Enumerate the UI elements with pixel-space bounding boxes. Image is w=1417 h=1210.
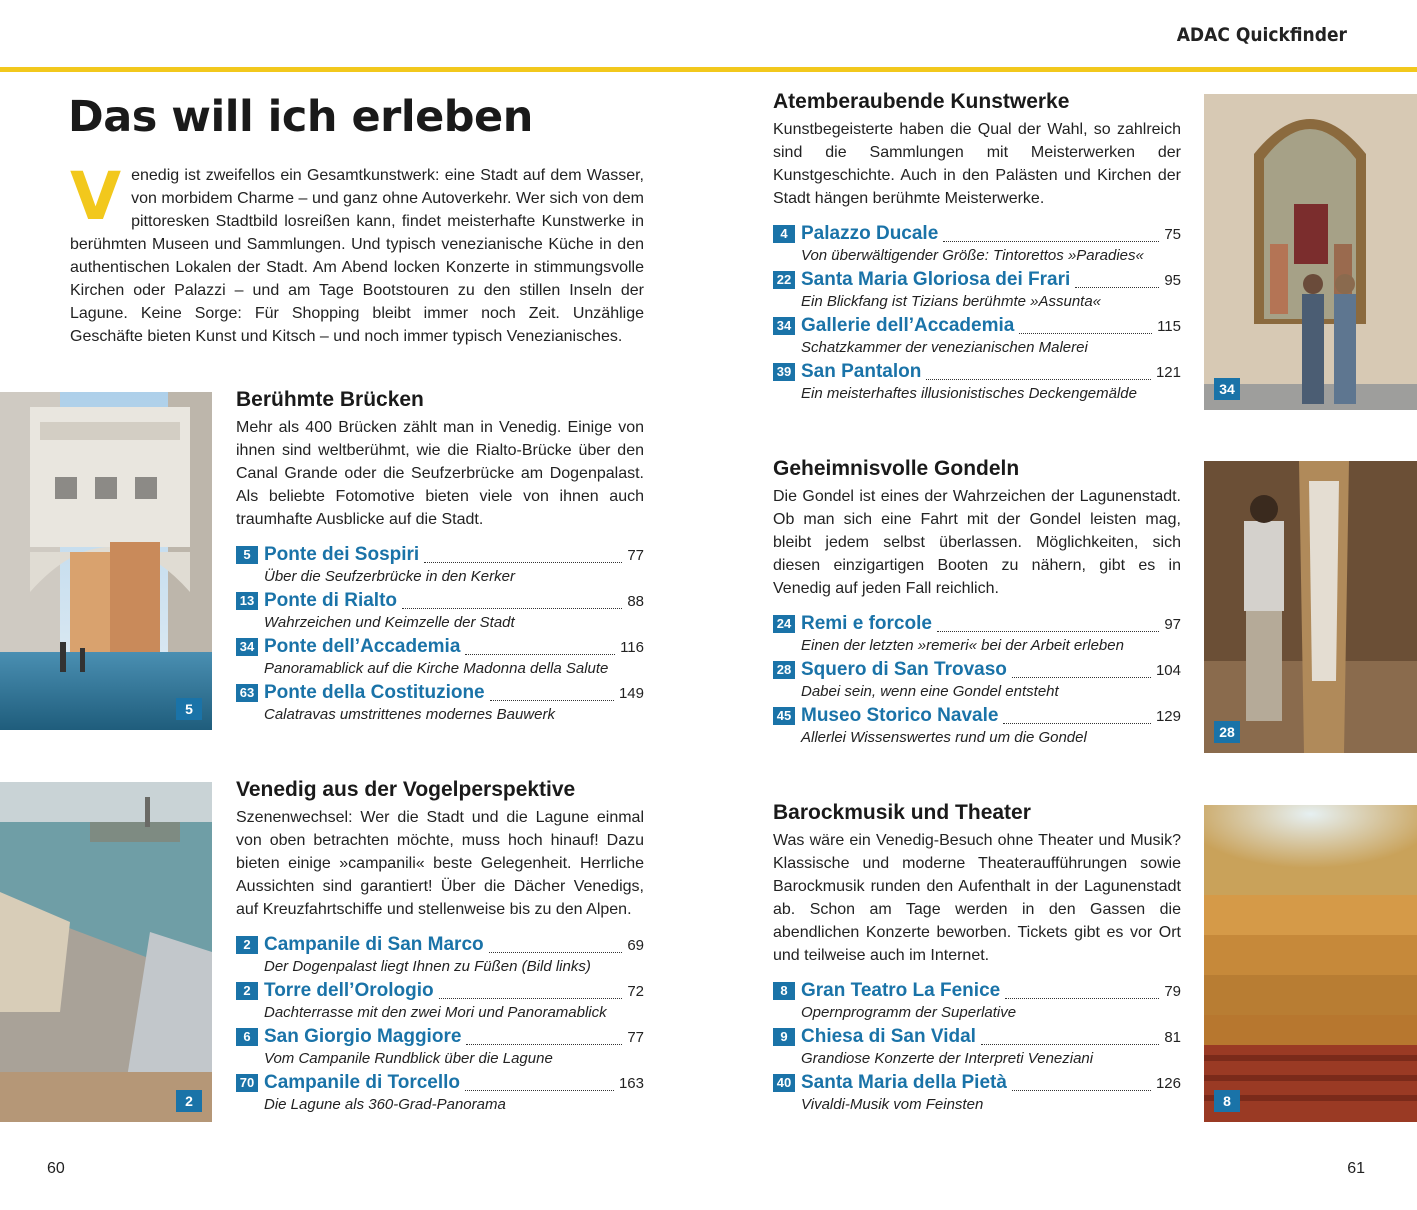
leader-dots [489,938,623,953]
entry-page-number: 79 [1164,982,1181,1000]
section-description: Die Gondel ist eines der Wahrzeichen der Lagunenstadt. Ob man sich eine Fahrt mit der Gondel leisten mag, bleibt jedem selbst überlassen. Möglichkeiten, sich diesen einzigartigen Booten zu nähern, gibt es in Venedig auf jeden Fall reichlich. [773,488,1181,597]
entry-subtitle: Panoramablick auf die Kirche Madonna della Salute [264,660,609,677]
entry-page-number: 149 [618,684,644,702]
entry-number-badge: 34 [773,317,795,335]
entry-number-badge: 45 [773,707,795,725]
entry-number-badge: 5 [236,546,258,564]
entry-number-badge: 34 [236,638,258,656]
list-item[interactable] [773,704,1181,750]
entry-name-link[interactable]: Squero di San Trovaso [801,659,1007,680]
leader-dots [943,227,1159,242]
leader-dots [937,617,1159,632]
page-title: Das will ich erleben [68,92,533,142]
list-item[interactable] [773,658,1181,704]
entry-page-number: 121 [1155,363,1181,381]
section-description: Mehr als 400 Brücken zählt man in Venedig. Einige von ihnen sind weltberühmt, wie die Rialto-Brücke über den Canal Grande oder die Seufzerbrücke am Dogenpalast. Als beliebte Fotomotive bieten viele von ihnen auch traumhafte Ausblicke auf die Stadt. [236,419,644,528]
list-item[interactable] [236,1071,644,1117]
entry-number-badge: 40 [773,1074,795,1092]
header-title: ADAC Quickfinder [1176,24,1347,46]
photo-aerial-view [0,782,212,1122]
photo-badge: 2 [176,1090,202,1112]
section-description: Was wäre ein Venedig-Besuch ohne Theater und Musik? Klassische und moderne Theateraufführungen sowie Barockmusik runden den Aufenthalt in der Lagunenstadt ab. Schon am Tage werden in den Gassen die abendlichen Konzerte beworben. Tickets gibt es vor Ort und teilweise auch im Internet. [773,832,1181,964]
leader-dots [926,365,1151,380]
entry-page-number: 69 [627,936,644,954]
entry-name-link[interactable]: Gallerie dell’Accademia [801,315,1015,336]
section-baroque-music [773,801,1181,1117]
section-description: Szenenwechsel: Wer die Stadt und die Lagune einmal von oben betrachten möchte, muss hoch hinauf! Dazu bieten einige »campanili« beste Gelegenheit. Herrliche Aussichten sind garantiert! Über die Dächer Venedigs, auf Kreuzfahrtschiffe und stellenweise bis zu den Alpen. [236,809,644,918]
leader-dots [465,640,615,655]
leader-dots [466,1030,622,1045]
dropcap: V [70,158,122,235]
entry-list [773,222,1181,406]
entry-page-number: 95 [1164,271,1181,289]
leader-dots [1012,1076,1151,1091]
photo-gallery-painting [1204,94,1417,410]
entry-number-badge: 9 [773,1028,795,1046]
entry-subtitle: Dabei sein, wenn eine Gondel entsteht [801,683,1059,700]
list-item[interactable] [773,268,1181,314]
entry-page-number: 126 [1155,1074,1181,1092]
leader-dots [424,548,622,563]
list-item[interactable] [773,1071,1181,1117]
entry-number-badge: 2 [236,936,258,954]
leader-dots [981,1030,1159,1045]
entry-subtitle: Vivaldi-Musik vom Feinsten [801,1096,984,1113]
leader-dots [1003,709,1151,724]
entry-subtitle: Die Lagune als 360-Grad-Panorama [264,1096,506,1113]
entry-number-badge: 6 [236,1028,258,1046]
intro-text [70,158,644,348]
photo-badge: 8 [1214,1090,1240,1112]
entry-subtitle: Von überwältigender Größe: Tintorettos »Paradies« [801,247,1144,264]
entry-page-number: 163 [618,1074,644,1092]
photo-bridge-of-sighs-image [0,392,212,730]
entry-subtitle: Ein meisterhaftes illusionistisches Deckengemälde [801,385,1137,402]
entry-subtitle: Einen der letzten »remeri« bei der Arbeit erleben [801,637,1124,654]
entry-name-link[interactable]: San Giorgio Maggiore [264,1026,462,1047]
entry-subtitle: Wahrzeichen und Keimzelle der Stadt [264,614,515,631]
entry-name-link[interactable]: Ponte della Costituzione [264,682,485,703]
section-gondolas [773,457,1181,750]
entry-subtitle: Vom Campanile Rundblick über die Lagune [264,1050,553,1067]
entry-page-number: 115 [1157,317,1181,335]
section-birds-eye [236,778,644,1117]
entry-list [236,933,644,1117]
entry-page-number: 97 [1164,615,1181,633]
list-item[interactable] [773,222,1181,268]
entry-name-link[interactable]: Ponte dell’Accademia [264,636,461,657]
entry-name-link[interactable]: Torre dell’Orologio [264,980,434,1001]
entry-name-link[interactable]: Campanile di San Marco [264,934,484,955]
section-title: Barockmusik und Theater [773,801,1031,824]
entry-page-number: 104 [1155,661,1181,679]
entry-name-link[interactable]: Museo Storico Navale [801,705,999,726]
leader-dots [465,1076,614,1091]
entry-subtitle: Ein Blickfang ist Tizians berühmte »Assunta« [801,293,1102,310]
entry-page-number: 81 [1164,1028,1181,1046]
entry-name-link[interactable]: Chiesa di San Vidal [801,1026,976,1047]
photo-aerial-view-image [0,782,212,1122]
section-bridges [236,388,644,727]
entry-name-link[interactable]: Remi e forcole [801,613,932,634]
photo-badge: 5 [176,698,202,720]
leader-dots [1012,663,1151,678]
entry-number-badge: 13 [236,592,258,610]
list-item[interactable] [236,979,644,1025]
entry-name-link[interactable]: Palazzo Ducale [801,223,939,244]
leader-dots [1005,984,1159,999]
entry-number-badge: 4 [773,225,795,243]
entry-list [773,612,1181,750]
entry-list [773,979,1181,1117]
list-item[interactable] [236,933,644,979]
photo-gallery-painting-image [1204,94,1417,410]
entry-name-link[interactable]: Gran Teatro La Fenice [801,980,1001,1001]
entry-number-badge: 63 [236,684,258,702]
entry-name-link[interactable]: Campanile di Torcello [264,1072,461,1093]
entry-name-link[interactable]: Ponte dei Sospiri [264,544,420,565]
entry-subtitle: Dachterrasse mit den zwei Mori und Panoramablick [264,1004,607,1021]
entry-number-badge: 22 [773,271,795,289]
list-item[interactable] [236,681,644,727]
section-title: Atemberaubende Kunstwerke [773,90,1070,113]
entry-subtitle: Calatravas umstrittenes modernes Bauwerk [264,706,555,723]
entry-page-number: 77 [627,1028,644,1046]
entry-page-number: 72 [627,982,644,1000]
section-title: Venedig aus der Vogelperspektive [236,778,576,801]
list-item[interactable] [773,612,1181,658]
leader-dots [402,594,622,609]
section-description: Kunstbegeisterte haben die Qual der Wahl, so zahlreich sind die Sammlungen mit Meisterwerken der Kunstgeschichte. Auch in den Palästen und Kirchen der Stadt hängen berühmte Meisterwerke. [773,121,1181,207]
entry-number-badge: 28 [773,661,795,679]
list-item[interactable] [236,635,644,681]
entry-subtitle: Opernprogramm der Superlative [801,1004,1017,1021]
page-number-left: 60 [47,1160,65,1177]
entry-page-number: 129 [1155,707,1181,725]
entry-page-number: 77 [627,546,644,564]
list-item[interactable] [236,589,644,635]
entry-page-number: 75 [1164,225,1181,243]
entry-number-badge: 24 [773,615,795,633]
entry-number-badge: 8 [773,982,795,1000]
entry-subtitle: Schatzkammer der venezianischen Malerei [801,339,1088,356]
photo-badge: 28 [1214,721,1240,743]
entry-name-link[interactable]: Ponte di Rialto [264,590,397,611]
entry-number-badge: 2 [236,982,258,1000]
leader-dots [439,984,623,999]
list-item[interactable] [773,360,1181,406]
entry-name-link[interactable]: San Pantalon [801,361,922,382]
list-item[interactable] [236,543,644,589]
entry-page-number: 116 [620,638,644,656]
entry-subtitle: Über die Seufzerbrücke in den Kerker [264,568,515,585]
photo-gondola-workshop-image [1204,461,1417,753]
photo-gondola-workshop [1204,461,1417,753]
photo-badge: 34 [1214,378,1240,400]
photo-la-fenice-image [1204,805,1417,1122]
header-rule [0,67,1417,72]
photo-la-fenice [1204,805,1417,1122]
photo-bridge-of-sighs [0,392,212,730]
intro-body: enedig ist zweifellos ein Gesamtkunstwerk: eine Stadt auf dem Wasser, von morbidem Charme – und ganz ohne Autoverkehr. Wer sich von dem pittoresken Stadtbild losreißen kann, findet meisterhafte Kunstwerke in berühmten Museen und Sammlungen. Und typisch venezianische Küche in den authentischen Lokalen der Stadt. Am Abend locken Konzerte in stimmungsvolle Kirchen oder Palazzi – und am Tage Bootstouren zu den stillen Inseln der Lagune. Keine Sorge: Für Shopping bleibt immer noch Zeit. Unzählige Geschäfte bieten Kunst und Kitsch – und noch immer typisch Venezianisches. [70,167,644,345]
entry-number-badge: 39 [773,363,795,381]
entry-name-link[interactable]: Santa Maria Gloriosa dei Frari [801,269,1071,290]
section-title: Berühmte Brücken [236,388,424,411]
entry-number-badge: 70 [236,1074,258,1092]
list-item[interactable] [773,979,1181,1025]
leader-dots [1075,273,1159,288]
entry-name-link[interactable]: Santa Maria della Pietà [801,1072,1007,1093]
entry-list [236,543,644,727]
entry-subtitle: Der Dogenpalast liegt Ihnen zu Füßen (Bild links) [264,958,591,975]
entry-subtitle: Allerlei Wissenswertes rund um die Gondel [801,729,1087,746]
entry-subtitle: Grandiose Konzerte der Interpreti Veneziani [801,1050,1094,1067]
list-item[interactable] [773,314,1181,360]
section-title: Geheimnisvolle Gondeln [773,457,1020,480]
list-item[interactable] [236,1025,644,1071]
leader-dots [1019,319,1152,334]
section-artworks [773,90,1181,406]
leader-dots [490,686,614,701]
entry-page-number: 88 [627,592,644,610]
list-item[interactable] [773,1025,1181,1071]
page-number-right: 61 [1347,1160,1365,1177]
